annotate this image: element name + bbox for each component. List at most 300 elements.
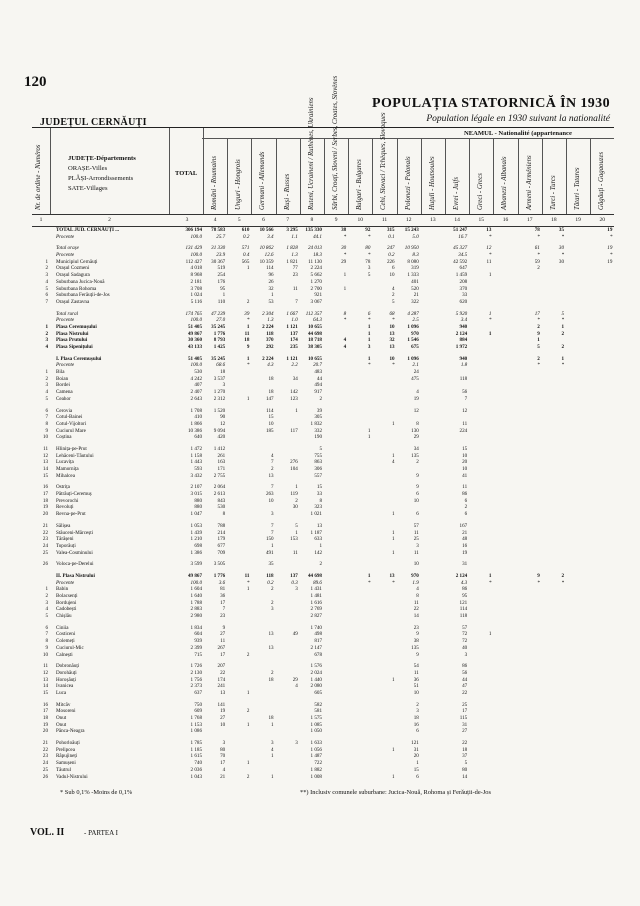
table-cell: 19 (607, 258, 613, 265)
table-cell: 1 (246, 586, 250, 593)
row-number: 14 (42, 683, 48, 690)
table-cell: 29 (413, 434, 419, 441)
table-cell: 112 427 (185, 258, 202, 265)
table-row (32, 670, 614, 677)
table-row (32, 530, 614, 537)
table-cell: 1 834 (190, 624, 202, 631)
table-cell: 20 (462, 459, 468, 466)
row-number: 11 (43, 663, 48, 670)
table-cell: 1 (488, 272, 492, 279)
row-number-header: Nr. de ordine - Numéros (35, 144, 42, 210)
table-cell: 38 305 (307, 344, 322, 350)
table-cell: 519 (217, 265, 226, 272)
table-cell: 1 (246, 395, 250, 402)
table-cell: 23.9 (216, 252, 226, 259)
table-row (32, 504, 614, 511)
table-row (32, 279, 614, 286)
table-cell: 5 (367, 272, 371, 279)
table-cell: 8 (343, 310, 347, 317)
table-cell: 755 (314, 452, 322, 459)
table-cell: 1.3 (267, 317, 274, 324)
table-cell: 817 (314, 638, 322, 645)
table-cell: 214 (217, 529, 226, 536)
table-cell: * (537, 233, 540, 240)
table-cell: 1 (295, 407, 298, 414)
table-cell: 13 (268, 472, 274, 479)
page-number: 120 (24, 74, 47, 90)
table-cell: 1 (416, 760, 419, 767)
table-cell: 3.4 (460, 317, 468, 324)
table-cell: 0.3 (291, 579, 298, 586)
table-cell: 1 785 (190, 740, 202, 747)
table-cell: 2 (246, 298, 250, 305)
table-cell: 1 085 (310, 721, 322, 728)
table-cell: 2 827 (310, 613, 322, 620)
column-divider (590, 139, 591, 214)
table-cell: 104 (290, 466, 298, 472)
table-cell: * (343, 252, 347, 259)
table-cell: 401 (411, 278, 419, 285)
row-number: 15 (42, 689, 48, 696)
table-cell: 40 (462, 644, 468, 651)
table-cell: 78 (534, 227, 540, 233)
table-row (32, 690, 614, 697)
column-header: Bulgari - Bulgares (356, 159, 364, 210)
table-row (32, 593, 614, 600)
locality-name: Ciniia (56, 624, 69, 631)
table-cell: 78 (365, 258, 371, 265)
row-number: 24 (42, 542, 48, 549)
table-cell: 1 431 (310, 586, 322, 593)
table-cell: 23 (292, 272, 298, 279)
footnote-suburbs: **) Inclusiv comunele suburbane: Jucica-Nouă, Rohoma și Ferăuții-de-Jos (300, 789, 491, 796)
table-cell: 5 (319, 445, 322, 452)
table-cell: 33 (462, 292, 468, 299)
table-cell: 36 (220, 593, 226, 599)
table-cell: 3 432 (190, 472, 202, 479)
table-cell: 2 (271, 586, 274, 593)
locality-name: Voloca-pe-Derelui (56, 561, 94, 568)
table-cell: 2 130 (190, 669, 202, 676)
table-cell: 2 124 (455, 330, 468, 337)
table-cell: 6 (416, 773, 419, 780)
row-number: 1 (45, 586, 48, 593)
table-row (32, 722, 614, 729)
table-cell: 1 459 (455, 272, 468, 279)
table-cell: 43 133 (187, 344, 202, 350)
locality-name: Procente (56, 252, 75, 259)
table-cell: 677 (217, 542, 226, 549)
table-cell: 940 (459, 355, 468, 362)
table-cell: 12 (486, 245, 492, 252)
table-cell: 698 (194, 542, 202, 549)
table-cell: 1 546 (407, 337, 419, 344)
table-cell: 1 788 (190, 599, 202, 606)
row-number: 5 (45, 285, 48, 292)
locality-name: Chișlău (56, 613, 72, 620)
locality-name: Revoluți (56, 504, 74, 511)
table-cell: 1 776 (213, 330, 226, 337)
table-cell: 880 (194, 504, 202, 511)
table-cell: * (367, 233, 371, 240)
table-cell: 1 756 (190, 676, 202, 683)
table-cell: 2 (271, 669, 274, 676)
table-cell: 18 (268, 676, 274, 683)
table-cell: 5 (561, 310, 564, 317)
row-number: 22 (42, 529, 48, 536)
table-cell: 2 (246, 651, 250, 658)
column-divider (324, 139, 325, 214)
table-cell: 15 (462, 445, 468, 452)
table-cell: 2 373 (190, 683, 202, 690)
table-cell: 4 018 (190, 265, 202, 272)
row-number: 18 (42, 715, 48, 721)
table-cell: 884 (459, 337, 468, 344)
table-cell: 4 (343, 344, 347, 350)
table-row (32, 408, 614, 415)
table-cell: 72 (462, 631, 468, 638)
table-cell: 788 (217, 522, 226, 529)
table-cell: 100.0 (190, 579, 202, 586)
table-cell: 59 (534, 258, 540, 265)
table-cell: 319 (411, 265, 419, 272)
column-header: Unguri - Hongrois (235, 159, 243, 210)
table-cell: 77 (292, 265, 298, 272)
table-cell: 22 (462, 740, 468, 747)
table-cell: 8 (416, 593, 419, 599)
locality-name: Mosoreni (56, 708, 76, 715)
table-cell: 715 (194, 651, 202, 658)
table-cell: 13 (268, 631, 274, 638)
table-cell: 51 (413, 683, 419, 690)
table-cell: 6 (392, 265, 395, 272)
table-cell: 2 (392, 292, 395, 299)
row-number: 10 (42, 434, 48, 441)
table-cell: 235 (290, 344, 298, 350)
table-cell: 37 (462, 753, 468, 760)
locality-name: Mamornița (56, 466, 79, 472)
table-cell: 571 (241, 245, 250, 252)
row-number: 19 (42, 504, 48, 511)
table-cell: 7 (271, 529, 274, 536)
row-number: 6 (45, 292, 48, 299)
table-row (32, 272, 614, 279)
table-cell: 142 (314, 549, 322, 556)
table-row (32, 484, 614, 491)
locality-name: Cerovia (56, 407, 73, 414)
locality-name: Bordei (56, 382, 70, 389)
row-number: 18 (42, 497, 48, 504)
table-cell: 36 (413, 676, 419, 683)
table-cell: 1 (367, 427, 371, 434)
column-divider (50, 128, 51, 214)
table-cell: 2 304 (262, 310, 274, 317)
locality-name: Procente (56, 579, 75, 586)
table-cell: 4 (416, 389, 419, 396)
table-row (32, 453, 614, 460)
table-cell: 18 718 (307, 337, 322, 344)
locality-name: Luca (56, 689, 67, 696)
table-cell: 137 (290, 330, 298, 337)
column-index: 14 (454, 217, 460, 223)
table-cell: 1 086 (190, 728, 202, 735)
table-cell: 1 (488, 330, 492, 337)
table-cell: 1 (488, 631, 492, 638)
row-number: 17 (42, 491, 48, 498)
table-cell: * (537, 579, 540, 586)
table-cell: 3 (416, 708, 419, 715)
table-cell: * (537, 317, 540, 324)
table-cell: 96 (268, 272, 274, 279)
table-cell: 33 (316, 491, 322, 498)
column-index: 2 (108, 217, 111, 223)
locality-name: Coștina (56, 434, 72, 441)
locality-name: Onut (56, 721, 67, 728)
table-cell: 23 (220, 613, 226, 620)
column-header: Turci - Turcs (549, 175, 557, 210)
table-cell: 153 (290, 536, 298, 543)
table-cell: * (367, 252, 371, 259)
locality-name: Tărășeni (56, 536, 74, 543)
nationality-header: NEAMUL - Nationalité (appartenance (464, 130, 572, 137)
column-divider (445, 139, 446, 214)
table-cell: 114 (266, 265, 274, 272)
table-row (32, 702, 614, 709)
table-cell: 494 (314, 382, 322, 389)
table-cell: 2 (416, 701, 419, 708)
row-number: 5 (45, 395, 48, 402)
column-divider (251, 139, 252, 214)
table-cell: 276 (290, 459, 298, 466)
table-cell: 2 980 (190, 613, 202, 620)
table-row (32, 753, 614, 760)
table-cell: 1 520 (213, 407, 226, 414)
table-row (32, 523, 614, 530)
table-cell: 675 (411, 344, 419, 350)
table-cell: 970 (411, 330, 419, 337)
table-cell: 118 (459, 613, 468, 620)
table-cell: 9 (222, 624, 226, 631)
column-index: 17 (526, 217, 533, 223)
table-cell: 2 407 (190, 389, 202, 396)
table-cell: 18 (268, 715, 274, 721)
table-cell: 1 270 (310, 278, 322, 285)
table-cell: 3 (222, 382, 226, 389)
table-row (32, 645, 614, 652)
table-cell: * (488, 317, 492, 324)
row-number: 4 (45, 606, 48, 613)
row-number: 5 (45, 613, 48, 620)
row-number: 4 (45, 278, 48, 285)
table-cell: 9 094 (213, 427, 226, 434)
table-cell: 19 (462, 549, 468, 556)
column-index: 6 (262, 217, 265, 223)
table-cell: 1 158 (190, 452, 202, 459)
table-cell: 12 (462, 407, 468, 414)
table-cell: 1 (246, 323, 250, 330)
table-cell: 35 (268, 561, 274, 568)
table-cell: 3 (367, 265, 371, 272)
table-cell: 110 (217, 298, 226, 305)
row-number: 12 (42, 669, 48, 676)
table-cell: 5 (537, 344, 540, 350)
table-cell: 25 (462, 701, 468, 708)
table-cell: 3 599 (190, 561, 202, 568)
table-cell: 11 (413, 549, 419, 556)
table-cell: 19 (607, 245, 613, 252)
table-cell: 18 (268, 375, 274, 382)
table-cell: 1 866 (190, 420, 202, 427)
table-row (32, 543, 614, 550)
row-number: 14 (42, 466, 48, 472)
locality-name: Cuciurul Mare (56, 427, 86, 434)
row-number: 2 (45, 265, 48, 272)
table-cell: 27 (462, 728, 468, 735)
column-index: 5 (237, 217, 241, 223)
table-cell: 22 (413, 606, 419, 613)
table-cell: 12 (413, 407, 419, 414)
table-cell: 32 (268, 285, 274, 292)
locality-name: Orașul Cozmeni (56, 265, 90, 272)
table-cell: 49 867 (187, 330, 202, 337)
table-cell: 3 (271, 606, 274, 613)
table-cell: 17 (534, 310, 540, 317)
table-cell: 11 (292, 285, 298, 292)
table-row (32, 252, 614, 259)
table-cell: 7 (222, 606, 226, 613)
row-number: 2 (45, 330, 48, 337)
table-row (32, 292, 614, 299)
table-body (32, 227, 614, 780)
table-cell: 10 (389, 272, 395, 279)
table-row (32, 369, 614, 376)
table-cell: 17 (220, 760, 226, 767)
row-number: 13 (42, 676, 48, 683)
table-cell: 1.9 (412, 579, 419, 586)
column-index: 18 (551, 217, 557, 223)
table-cell: 1 604 (190, 586, 202, 593)
table-cell: 2 (416, 459, 419, 466)
table-cell: 100.0 (190, 362, 202, 369)
table-row (32, 259, 614, 266)
table-cell: 1 (561, 323, 564, 330)
table-cell: 1 (343, 272, 347, 279)
table-cell: 9 (416, 631, 419, 638)
table-cell: 61 (534, 245, 540, 252)
table-cell: 53 (268, 298, 274, 305)
table-cell: 0.1 (388, 233, 395, 240)
table-cell: 163 (217, 459, 226, 466)
table-cell: 263 (265, 491, 274, 498)
table-cell: 8 793 (213, 337, 226, 344)
table-cell: 292 (265, 344, 274, 350)
table-cell: 32 (389, 337, 395, 344)
row-number: 26 (42, 561, 48, 568)
table-row (32, 234, 614, 241)
table-row (32, 652, 614, 659)
table-cell: 44 698 (307, 572, 322, 579)
table-cell: 1.1 (291, 233, 298, 240)
table-cell: 581 (314, 708, 322, 715)
locality-name: Procente (56, 317, 75, 324)
table-cell: 11 (413, 669, 419, 676)
column-header: Huțuli - Houtsoules (428, 156, 436, 210)
table-cell: 3 708 (190, 285, 202, 292)
table-cell: 208 (459, 278, 468, 285)
page-title: POPULAȚIA STATORNICĂ ÎN 1930 (372, 96, 610, 111)
column-header: Greci - Grecs (477, 173, 485, 210)
row-number: 1 (45, 323, 48, 330)
table-cell: 1 412 (213, 445, 226, 452)
table-cell: 185 (265, 427, 274, 434)
table-cell: 1 153 (190, 721, 202, 728)
table-row (32, 414, 614, 421)
table-cell: 678 (314, 651, 322, 658)
table-cell: 9 (537, 572, 540, 579)
table-row (32, 498, 614, 505)
table-cell: 1 (367, 434, 371, 441)
table-cell: 35 (558, 227, 564, 233)
table-cell: 34.5 (458, 252, 468, 259)
row-number: 26 (42, 773, 48, 780)
table-cell: 47 239 (211, 310, 226, 317)
table-cell: 1 050 (310, 728, 322, 735)
table-cell: 39 (316, 407, 322, 414)
table-cell: 315 (386, 227, 395, 233)
table-row (32, 740, 614, 747)
table-cell: 2 (246, 773, 250, 780)
table-cell: 2 (271, 466, 274, 472)
table-cell: 530 (217, 504, 226, 511)
table-row (32, 663, 614, 670)
table-cell: 20 (413, 753, 419, 760)
table-cell: 370 (265, 337, 274, 344)
table-cell: 1 187 (310, 529, 322, 536)
table-cell: 54 (413, 663, 419, 670)
column-header: Tătari - Tatares (574, 167, 581, 210)
table-cell: 4.3 (267, 362, 274, 369)
locality-name: Boian (56, 375, 69, 382)
locality-name: Cuciurul-Mic (56, 644, 84, 651)
table-cell: 29 (341, 258, 347, 265)
table-cell: 56 (462, 669, 468, 676)
table-cell: 89.6 (313, 579, 322, 586)
table-cell: 47 (462, 683, 468, 690)
table-cell: 1 (367, 572, 371, 579)
table-cell: 7 (271, 522, 274, 529)
row-number: 15 (42, 472, 48, 479)
table-row (32, 286, 614, 293)
row-number: 3 (45, 272, 48, 279)
table-cell: 1 024 (190, 292, 202, 299)
table-row (32, 466, 614, 473)
table-cell: 2 (561, 330, 564, 337)
page-subtitle: Population légale en 1930 suivant la nationalité (426, 114, 610, 124)
locality-name: Total rural (56, 310, 79, 317)
table-cell: 6 (464, 511, 468, 518)
table-cell: 18 (220, 369, 226, 376)
table-cell: 1 386 (190, 549, 202, 556)
table-cell: 42 592 (453, 258, 468, 265)
table-cell: 25.7 (216, 233, 226, 240)
table-cell: 3 (464, 651, 468, 658)
column-header: Sârbi, Croați, Sloveni / Serbes, Croates, Slovènes (332, 75, 339, 210)
table-cell: 3.6 (218, 579, 226, 586)
table-cell: 31 (413, 746, 419, 753)
table-cell: 241 (217, 683, 226, 690)
column-divider (203, 128, 204, 214)
column-header: Polonezi - Polonais (404, 156, 412, 210)
